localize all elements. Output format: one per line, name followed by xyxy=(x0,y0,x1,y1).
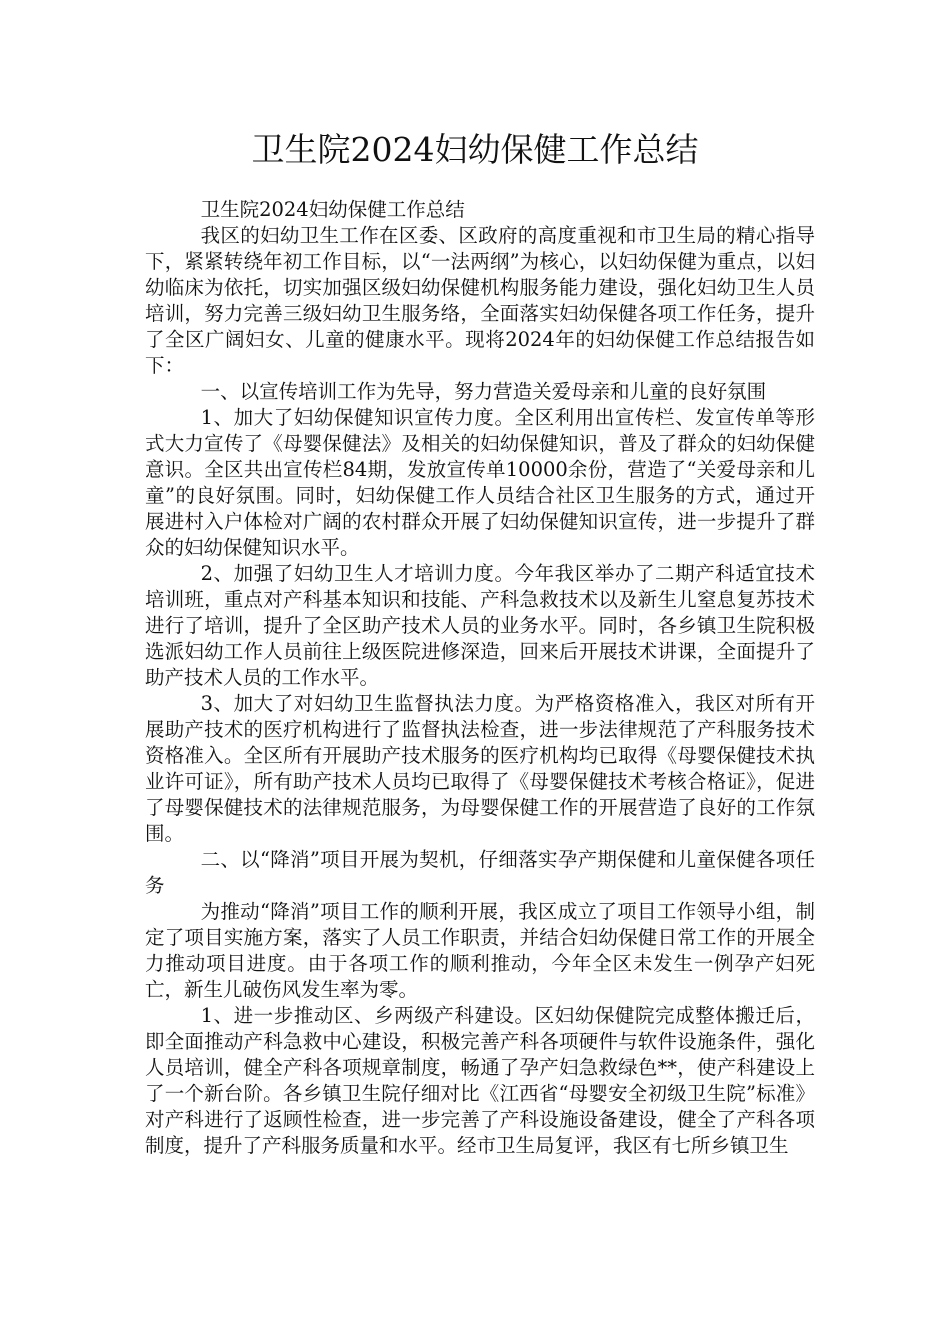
paragraph-2-intro: 为推动“降消”项目工作的顺利开展，我区成立了项目工作领导小组，制定了项目实施方案，落实了人员工作职责，并结合妇幼保健日常工作的开展全力推动项目进度。由于各项工作的顺利推动，今年全区未发生一例孕产妇死亡，新生儿破伤风发生率为零。 xyxy=(145,900,815,1001)
document-title: 卫生院2024妇幼保健工作总结 xyxy=(251,130,699,169)
paragraph-1-1: 1、加大了妇幼保健知识宣传力度。全区利用出宣传栏、发宣传单等形式大力宣传了《母婴保健法》及相关的妇幼保健知识，普及了群众的妇幼保健意识。全区共出宣传栏84期，发放宣传单10000余份，营造了“关爱母亲和儿童”的良好氛围。同时，妇幼保健工作人员结合社区卫生服务的方式，通过开展进村入户体检对广阔的农村群众开展了妇幼保健知识宣传，进一步提升了群众的妇幼保健知识水平。 xyxy=(145,406,815,559)
paragraph-subtitle: 卫生院2024妇幼保健工作总结 xyxy=(200,198,465,221)
paragraph-1-3: 3、加大了对妇幼卫生监督执法力度。为严格资格准入，我区对所有开展助产技术的医疗机构进行了监督执法检查，进一步法律规范了产科服务技术资格准入。全区所有开展助产技术服务的医疗机构均已取得《母婴保健技术执业许可证》，所有助产技术人员均已取得了《母婴保健技术考核合格证》，促进了母婴保健技术的法律规范服务，为母婴保健工作的开展营造了良好的工作氛围。 xyxy=(145,692,815,845)
paragraph-intro: 我区的妇幼卫生工作在区委、区政府的高度重视和市卫生局的精心指导下，紧紧转绕年初工作目标，以“一法两纲”为核心，以妇幼保健为重点，以妇幼临床为依托，切实加强区级妇幼保健机构服务能力建设，强化妇幼卫生人员培训，努力完善三级妇幼卫生服务络，全面落实妇幼保健各项工作任务，提升了全区广阔妇女、儿童的健康水平。现将2024年的妇幼保健工作总结报告如下： xyxy=(145,224,815,377)
paragraph-1-2: 2、加强了妇幼卫生人才培训力度。今年我区举办了二期产科适宜技术培训班，重点对产科基本知识和技能、产科急救技术以及新生儿窒息复苏技术进行了培训，提升了全区助产技术人员的业务水平。同时，各乡镇卫生院积极选派妇幼工作人员前往上级医院进修深造，回来后开展技术讲课，全面提升了助产技术人员的工作水平。 xyxy=(145,562,815,689)
paragraph-2-1: 1、进一步推动区、乡两级产科建设。区妇幼保健院完成整体搬迁后，即全面推动产科急救中心建设，积极完善产科各项硬件与软件设施条件，强化人员培训，健全产科各项规章制度，畅通了孕产妇急救绿色**，使产科建设上了一个新台阶。各乡镇卫生院仔细对比《江西省“母婴安全初级卫生院”标准》对产科进行了返顾性检查，进一步完善了产科设施设备建设，健全了产科各项制度，提升了产科服务质量和水平。经市卫生局复评，我区有七所乡镇卫生 xyxy=(145,1004,815,1157)
section-heading-1: 一、以宣传培训工作为先导，努力营造关爱母亲和儿童的良好氛围 xyxy=(200,380,767,403)
document-body xyxy=(145,197,815,1159)
section-heading-2: 二、以“降消”项目开展为契机，仔细落实孕产期保健和儿童保健各项任务 xyxy=(145,848,815,897)
